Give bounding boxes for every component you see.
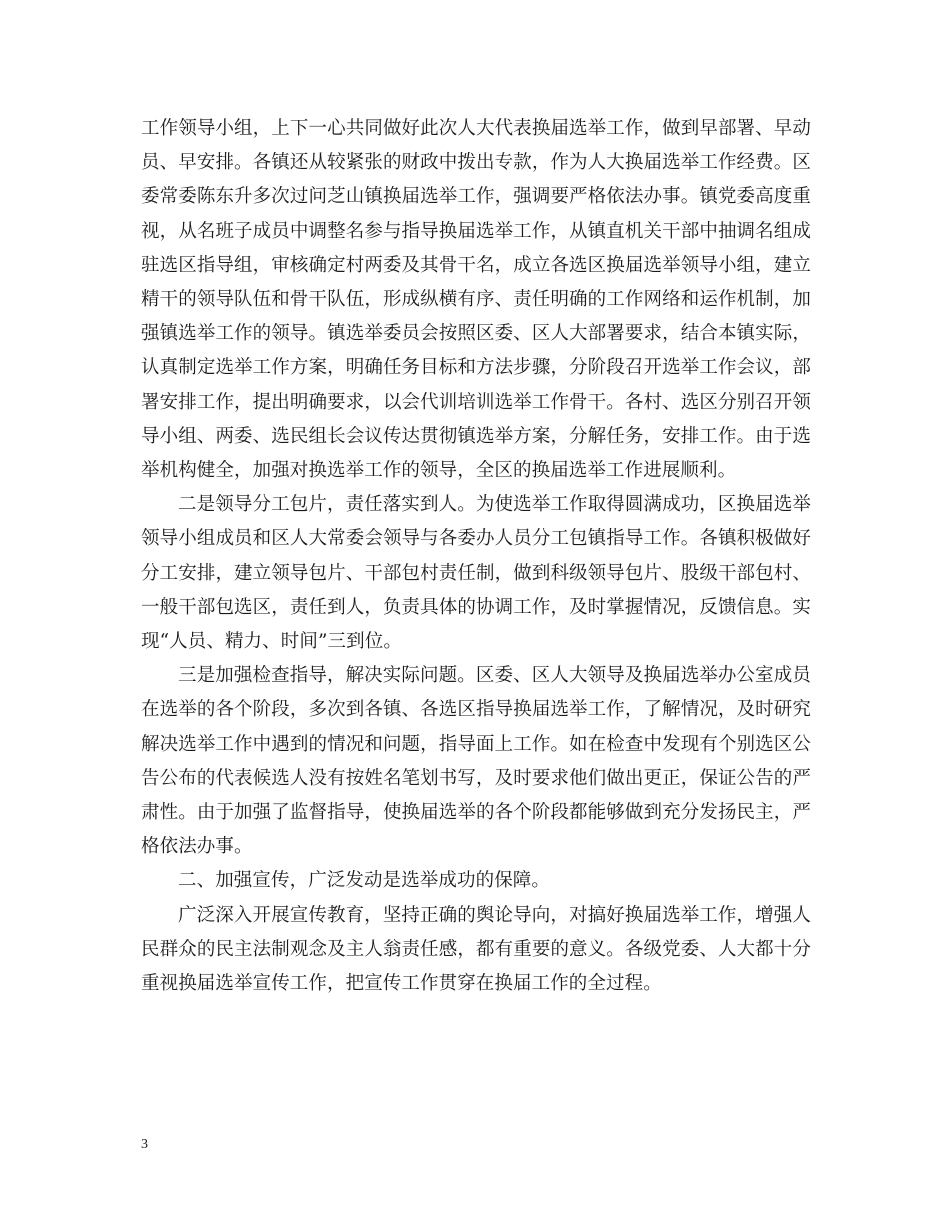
page-number: 3 [141,1137,148,1152]
document-body [141,112,811,1001]
paragraph-continued: 工作领导小组，上下一心共同做好此次人大代表换届选举工作，做到早部署、早动员、早安排。各镇还从较紧张的财政中拨出专款，作为人大换届选举工作经费。区委常委陈东升多次过问芝山镇换届选举工作，强调要严格依法办事。镇党委高度重视，从名班子成员中调整名参与指导换届选举工作，从镇直机关干部中抽调名组成驻选区指导组，审核确定村两委及其骨干名，成立各选区换届选举领导小组，建立精干的领导队伍和骨干队伍，形成纵横有序、责任明确的工作网络和运作机制，加强镇选举工作的领导。镇选举委员会按照区委、区人大部署要求，结合本镇实际，认真制定选举工作方案，明确任务目标和方法步骤，分阶段召开选举工作会议，部署安排工作，提出明确要求，以会代训培训选举工作骨干。各村、选区分别召开领导小组、两委、选民组长会议传达贯彻镇选举方案，分解任务，安排工作。由于选举机构健全，加强对换选举工作的领导，全区的换届选举工作进展顺利。 [141,118,811,482]
paragraph-publicity-education: 广泛深入开展宣传教育，坚持正确的舆论导向，对搞好换届选举工作，增强人民群众的民主法制观念及主人翁责任感，都有重要的意义。各级党委、人大都十分重视换届选举宣传工作，把宣传工作贯穿在换届工作的全过程。 [141,904,811,995]
section-heading-publicity: 二、加强宣传，广泛发动是选举成功的保障。 [178,870,551,892]
paragraph-inspection-guidance: 三是加强检查指导，解决实际问题。区委、区人大领导及换届选举办公室成员在选举的各个阶段，多次到各镇、各选区指导换届选举工作，了解情况，及时研究解决选举工作中遇到的情况和问题，指导面上工作。如在检查中发现有个别选区公告公布的代表候选人没有按姓名笔划书写，及时要求他们做出更正，保证公告的严肃性。由于加强了监督指导，使换届选举的各个阶段都能够做到充分发扬民主，严格依法办事。 [141,665,811,858]
paragraph-leadership-assignment: 二是领导分工包片，责任落实到人。为使选举工作取得圆满成功，区换届选举领导小组成员和区人大常委会领导与各委办人员分工包镇指导工作。各镇积极做好分工安排，建立领导包片、干部包村责任制，做到科级领导包片、股级干部包村、一般干部包选区，责任到人，负责具体的协调工作，及时掌握情况，反馈信息。实现“人员、精力、时间”三到位。 [141,494,811,653]
